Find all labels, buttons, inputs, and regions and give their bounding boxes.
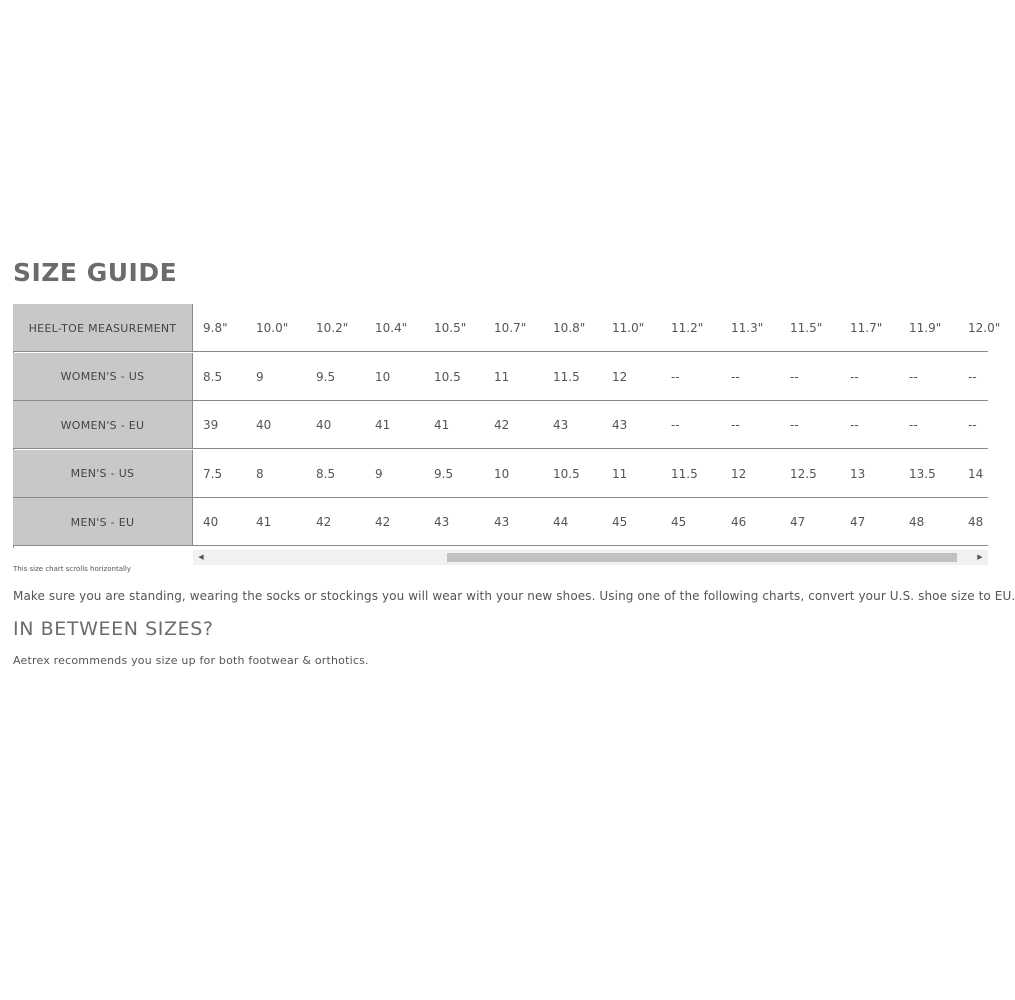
table-row: [13, 450, 988, 498]
table-cell: 12: [731, 466, 747, 481]
row-header: WOMEN'S - EU: [13, 401, 193, 449]
table-cell: 43: [553, 418, 569, 433]
table-cell: 42: [316, 515, 332, 530]
table-cell: 7.5: [203, 466, 223, 481]
table-cell: 44: [553, 515, 569, 530]
table-cell: 48: [909, 515, 925, 530]
table-cell: 43: [494, 515, 510, 530]
scroll-note: This size chart scrolls horizontally: [13, 565, 132, 573]
in-between-text: Aetrex recommends you size up for both footwear & orthotics.: [13, 654, 369, 667]
table-cell: 39: [203, 418, 219, 433]
row-divider: [13, 545, 988, 546]
table-cell: 41: [375, 418, 391, 433]
table-cell: 9.5: [434, 466, 454, 481]
table-cell: 42: [494, 418, 510, 433]
table-cell: 12: [612, 369, 628, 384]
table-cell: 40: [316, 418, 332, 433]
table-cell: 11.2": [671, 321, 704, 335]
instructions-text: Make sure you are standing, wearing the socks or stockings you will wear with your new shoes. Using one of the following charts, convert your U.S. shoe size to EU.: [13, 589, 1015, 603]
table-cell: 10.2": [316, 321, 349, 335]
table-cell: 10.5: [553, 466, 580, 481]
table-cell: --: [909, 369, 918, 384]
table-cell: --: [968, 418, 977, 433]
table-cell: 11.5: [671, 466, 698, 481]
table-cell: 42: [375, 515, 391, 530]
table-cell: --: [671, 418, 680, 433]
table-cell: --: [790, 418, 799, 433]
table-cell: 41: [256, 515, 272, 530]
page-title: SIZE GUIDE: [13, 258, 178, 287]
table-cell: --: [790, 369, 799, 384]
table-cell: 10.5: [434, 369, 461, 384]
table-cell: 45: [671, 515, 687, 530]
table-cell: 12.5: [790, 466, 817, 481]
table-cell: 8.5: [203, 369, 223, 384]
table-cell: 10.5": [434, 321, 467, 335]
table-cell: 9: [375, 466, 383, 481]
table-cell: 14: [968, 466, 984, 481]
table-cell: 10.7": [494, 321, 527, 335]
table-row: [13, 401, 988, 449]
table-cell: 11.3": [731, 321, 764, 335]
table-cell: --: [850, 418, 859, 433]
table-cell: --: [671, 369, 680, 384]
table-cell: 8: [256, 466, 264, 481]
table-cell: 11.5: [553, 369, 580, 384]
table-cell: --: [968, 369, 977, 384]
table-cell: 11.9": [909, 321, 942, 335]
table-cell: 10.0": [256, 321, 289, 335]
table-cell: 48: [968, 515, 984, 530]
table-cell: 46: [731, 515, 747, 530]
table-cell: 9.5: [316, 369, 336, 384]
table-row: [13, 353, 988, 401]
table-cell: 8.5: [316, 466, 336, 481]
scroll-right-arrow-icon[interactable]: ▶: [977, 553, 983, 561]
table-cell: 10: [494, 466, 510, 481]
table-cell: --: [731, 369, 740, 384]
table-row: [13, 498, 988, 546]
horizontal-scrollbar[interactable]: [193, 550, 988, 565]
scrollbar-thumb[interactable]: [447, 553, 957, 562]
in-between-heading: IN BETWEEN SIZES?: [13, 618, 214, 640]
table-cell: 47: [790, 515, 806, 530]
table-cell: --: [850, 369, 859, 384]
table-cell: 41: [434, 418, 450, 433]
table-cell: 11.5": [790, 321, 823, 335]
row-header: HEEL-TOE MEASUREMENT: [13, 304, 193, 352]
size-chart-table[interactable]: [13, 304, 1001, 548]
table-cell: 10.8": [553, 321, 586, 335]
table-cell: 9.8": [203, 321, 228, 335]
table-cell: 13: [850, 466, 866, 481]
table-cell: --: [909, 418, 918, 433]
row-header: MEN'S - US: [13, 450, 193, 498]
table-cell: 11.7": [850, 321, 883, 335]
table-cell: 12.0": [968, 321, 1001, 335]
table-cell: 45: [612, 515, 628, 530]
table-cell: 43: [612, 418, 628, 433]
table-cell: 11: [612, 466, 628, 481]
table-cell: 47: [850, 515, 866, 530]
table-cell: 10: [375, 369, 391, 384]
table-cell: 9: [256, 369, 264, 384]
table-cell: 11: [494, 369, 510, 384]
table-cell: 13.5: [909, 466, 936, 481]
row-header: MEN'S - EU: [13, 498, 193, 546]
row-header: WOMEN'S - US: [13, 353, 193, 401]
table-cell: --: [731, 418, 740, 433]
table-cell: 40: [203, 515, 219, 530]
table-cell: 43: [434, 515, 450, 530]
table-cell: 11.0": [612, 321, 645, 335]
scroll-left-arrow-icon[interactable]: ◀: [198, 553, 204, 561]
table-cell: 10.4": [375, 321, 408, 335]
table-row: [13, 304, 1001, 352]
table-cell: 40: [256, 418, 272, 433]
